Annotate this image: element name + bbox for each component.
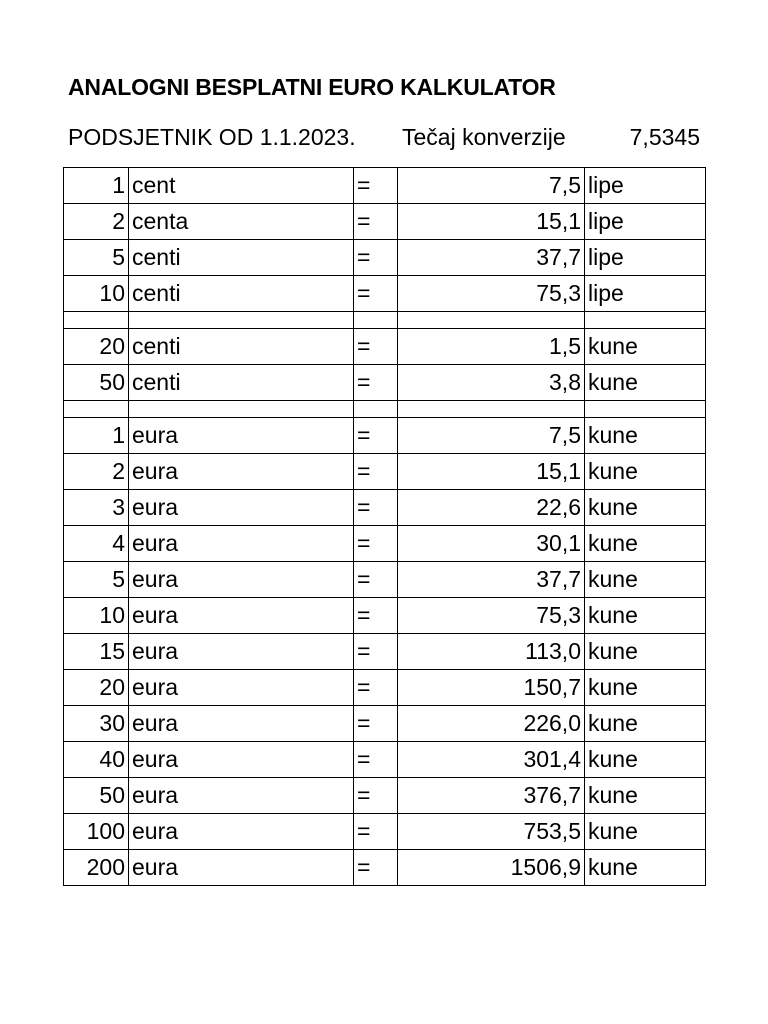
unit-cell: eura: [129, 418, 354, 454]
equals-cell: =: [354, 670, 398, 706]
target-unit-cell: kune: [585, 418, 706, 454]
converted-value-cell: 150,7: [398, 670, 585, 706]
table-row: [64, 706, 706, 742]
unit-cell: eura: [129, 850, 354, 886]
target-unit-cell: kune: [585, 490, 706, 526]
target-unit-cell: kune: [585, 562, 706, 598]
conversion-rate-value: 7,5345: [629, 124, 700, 150]
equals-cell: =: [354, 490, 398, 526]
unit-cell: centi: [129, 240, 354, 276]
equals-cell: =: [354, 598, 398, 634]
equals-cell: =: [354, 418, 398, 454]
unit-cell: centi: [129, 365, 354, 401]
converted-value-cell: 113,0: [398, 634, 585, 670]
table-row: [64, 240, 706, 276]
amount-cell: 20: [64, 670, 129, 706]
unit-cell: eura: [129, 562, 354, 598]
target-unit-cell: kune: [585, 329, 706, 365]
amount-cell: 40: [64, 742, 129, 778]
table-row: [64, 814, 706, 850]
converted-value-cell: 7,5: [398, 168, 585, 204]
equals-cell: =: [354, 204, 398, 240]
equals-cell: =: [354, 454, 398, 490]
subtitle-row: [68, 124, 700, 154]
amount-cell: 5: [64, 240, 129, 276]
converted-value-cell: 30,1: [398, 526, 585, 562]
table-row: [64, 850, 706, 886]
equals-cell: =: [354, 168, 398, 204]
empty-cell: [398, 312, 585, 329]
unit-cell: eura: [129, 598, 354, 634]
target-unit-cell: kune: [585, 454, 706, 490]
equals-cell: =: [354, 814, 398, 850]
amount-cell: 3: [64, 490, 129, 526]
target-unit-cell: lipe: [585, 204, 706, 240]
target-unit-cell: lipe: [585, 240, 706, 276]
amount-cell: 50: [64, 778, 129, 814]
amount-cell: 10: [64, 598, 129, 634]
equals-cell: =: [354, 526, 398, 562]
converted-value-cell: 301,4: [398, 742, 585, 778]
empty-cell: [398, 401, 585, 418]
conversion-table: [63, 167, 706, 886]
table-row: [64, 778, 706, 814]
table-row: [64, 634, 706, 670]
converted-value-cell: 22,6: [398, 490, 585, 526]
converted-value-cell: 15,1: [398, 204, 585, 240]
unit-cell: centi: [129, 329, 354, 365]
unit-cell: eura: [129, 634, 354, 670]
unit-cell: eura: [129, 742, 354, 778]
reminder-date: PODSJETNIK OD 1.1.2023.: [68, 124, 356, 150]
equals-cell: =: [354, 778, 398, 814]
conversion-rate-label: Tečaj konverzije: [402, 124, 566, 150]
table-row: [64, 742, 706, 778]
empty-cell: [354, 401, 398, 418]
table-row: [64, 454, 706, 490]
unit-cell: eura: [129, 814, 354, 850]
amount-cell: 100: [64, 814, 129, 850]
target-unit-cell: kune: [585, 365, 706, 401]
table-row: [64, 204, 706, 240]
unit-cell: eura: [129, 454, 354, 490]
empty-cell: [129, 401, 354, 418]
unit-cell: centa: [129, 204, 354, 240]
equals-cell: =: [354, 365, 398, 401]
unit-cell: eura: [129, 526, 354, 562]
target-unit-cell: kune: [585, 526, 706, 562]
converted-value-cell: 37,7: [398, 562, 585, 598]
unit-cell: eura: [129, 670, 354, 706]
empty-cell: [354, 312, 398, 329]
converted-value-cell: 75,3: [398, 598, 585, 634]
equals-cell: =: [354, 276, 398, 312]
converted-value-cell: 753,5: [398, 814, 585, 850]
empty-cell: [64, 401, 129, 418]
amount-cell: 20: [64, 329, 129, 365]
equals-cell: =: [354, 850, 398, 886]
amount-cell: 10: [64, 276, 129, 312]
amount-cell: 2: [64, 454, 129, 490]
table-row: [64, 276, 706, 312]
target-unit-cell: lipe: [585, 168, 706, 204]
empty-cell: [129, 312, 354, 329]
converted-value-cell: 37,7: [398, 240, 585, 276]
table-row: [64, 562, 706, 598]
unit-cell: eura: [129, 706, 354, 742]
equals-cell: =: [354, 742, 398, 778]
target-unit-cell: kune: [585, 670, 706, 706]
amount-cell: 50: [64, 365, 129, 401]
converted-value-cell: 1506,9: [398, 850, 585, 886]
equals-cell: =: [354, 240, 398, 276]
empty-cell: [64, 312, 129, 329]
table-row: [64, 168, 706, 204]
target-unit-cell: kune: [585, 634, 706, 670]
amount-cell: 5: [64, 562, 129, 598]
converted-value-cell: 75,3: [398, 276, 585, 312]
unit-cell: eura: [129, 778, 354, 814]
unit-cell: cent: [129, 168, 354, 204]
table-row: [64, 670, 706, 706]
equals-cell: =: [354, 329, 398, 365]
conversion-table-body: [64, 168, 706, 886]
spacer-row: [64, 401, 706, 418]
amount-cell: 1: [64, 418, 129, 454]
unit-cell: centi: [129, 276, 354, 312]
amount-cell: 200: [64, 850, 129, 886]
spacer-row: [64, 312, 706, 329]
empty-cell: [585, 401, 706, 418]
amount-cell: 1: [64, 168, 129, 204]
target-unit-cell: kune: [585, 598, 706, 634]
table-row: [64, 365, 706, 401]
amount-cell: 30: [64, 706, 129, 742]
equals-cell: =: [354, 706, 398, 742]
table-row: [64, 598, 706, 634]
target-unit-cell: kune: [585, 742, 706, 778]
target-unit-cell: kune: [585, 778, 706, 814]
table-row: [64, 526, 706, 562]
unit-cell: eura: [129, 490, 354, 526]
target-unit-cell: kune: [585, 706, 706, 742]
converted-value-cell: 1,5: [398, 329, 585, 365]
equals-cell: =: [354, 562, 398, 598]
amount-cell: 4: [64, 526, 129, 562]
target-unit-cell: kune: [585, 814, 706, 850]
amount-cell: 15: [64, 634, 129, 670]
amount-cell: 2: [64, 204, 129, 240]
converted-value-cell: 226,0: [398, 706, 585, 742]
equals-cell: =: [354, 634, 398, 670]
empty-cell: [585, 312, 706, 329]
converted-value-cell: 3,8: [398, 365, 585, 401]
converted-value-cell: 15,1: [398, 454, 585, 490]
target-unit-cell: lipe: [585, 276, 706, 312]
table-row: [64, 490, 706, 526]
converted-value-cell: 7,5: [398, 418, 585, 454]
document-title: ANALOGNI BESPLATNI EURO KALKULATOR: [68, 74, 556, 100]
table-row: [64, 418, 706, 454]
converted-value-cell: 376,7: [398, 778, 585, 814]
table-row: [64, 329, 706, 365]
target-unit-cell: kune: [585, 850, 706, 886]
